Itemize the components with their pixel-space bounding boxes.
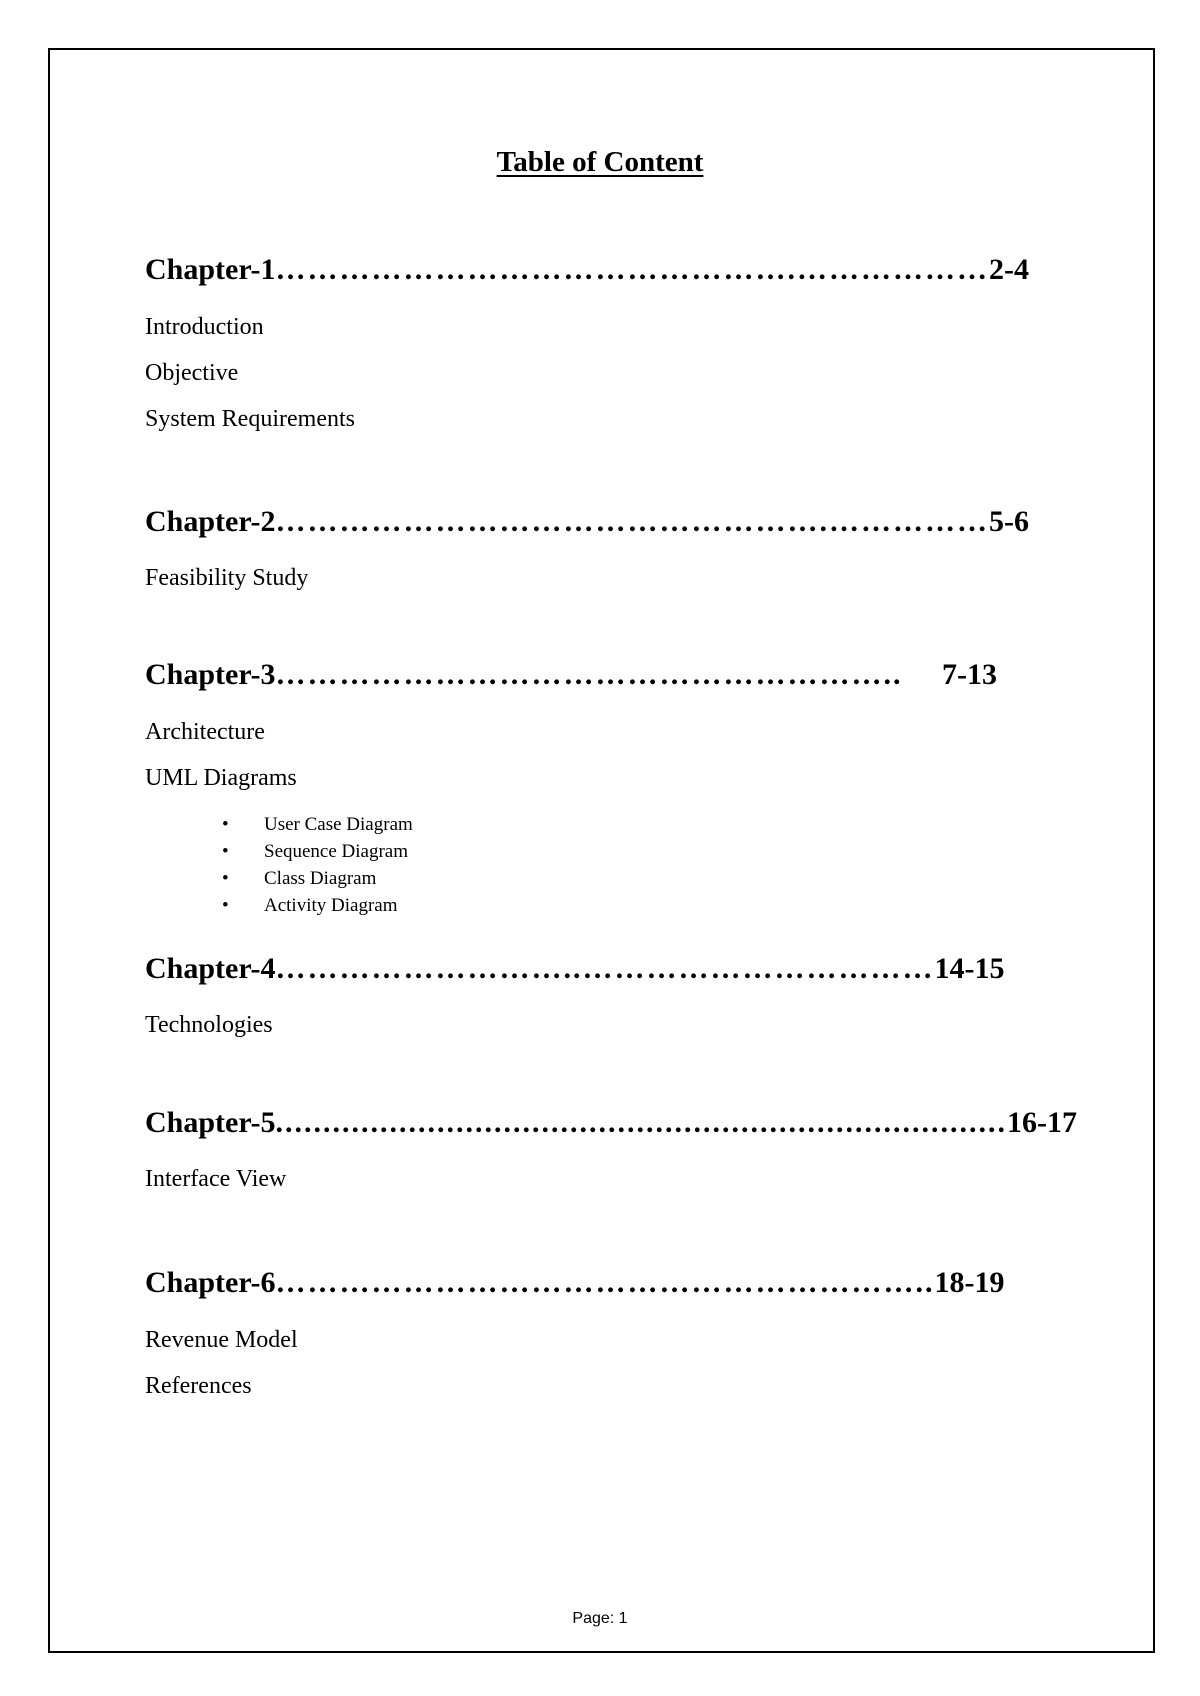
toc-item-uml-diagrams[interactable]: UML Diagrams bbox=[145, 765, 297, 791]
toc-item-architecture[interactable]: Architecture bbox=[145, 719, 265, 745]
chapter-pages: 5-6 bbox=[989, 505, 1030, 538]
toc-item-introduction[interactable]: Introduction bbox=[145, 314, 264, 340]
list-item-label: Class Diagram bbox=[264, 868, 377, 889]
list-item[interactable] bbox=[222, 811, 413, 838]
chapter-name: Chapter-2 bbox=[145, 505, 276, 538]
chapter-5-heading[interactable] bbox=[145, 1103, 1078, 1143]
toc-item-technologies[interactable]: Technologies bbox=[145, 1012, 273, 1038]
bullet-icon: • bbox=[222, 814, 229, 835]
toc-item-revenue-model[interactable]: Revenue Model bbox=[145, 1327, 298, 1353]
chapter-6-heading[interactable] bbox=[145, 1263, 1005, 1303]
dot-leader: ………………………..…………………………… bbox=[275, 952, 935, 985]
dot-leader: …………………………………………….…………… bbox=[275, 505, 990, 538]
bullet-icon: • bbox=[222, 895, 229, 916]
chapter-2-heading[interactable] bbox=[145, 502, 1030, 542]
toc-item-feasibility-study[interactable]: Feasibility Study bbox=[145, 565, 309, 591]
toc-item-objective[interactable]: Objective bbox=[145, 360, 239, 386]
list-item[interactable] bbox=[222, 838, 413, 865]
chapter-pages: 7-13 bbox=[942, 658, 997, 691]
chapter-name: Chapter-3 bbox=[145, 658, 276, 691]
toc-item-system-requirements[interactable]: System Requirements bbox=[145, 406, 355, 432]
uml-diagram-list bbox=[222, 811, 413, 919]
toc-item-references[interactable]: References bbox=[145, 1373, 252, 1399]
chapter-name: Chapter-4 bbox=[145, 952, 276, 985]
list-item[interactable] bbox=[222, 892, 413, 919]
dot-leader: ………………………………………………….. bbox=[275, 658, 903, 691]
toc-item-interface-view[interactable]: Interface View bbox=[145, 1166, 287, 1192]
chapter-name: Chapter-1 bbox=[145, 253, 276, 286]
chapter-name: Chapter-6 bbox=[145, 1266, 276, 1299]
dot-leader: …………………………………………………….. bbox=[275, 1266, 935, 1299]
bullet-icon: • bbox=[222, 841, 229, 862]
page-title: Table of Content bbox=[496, 146, 704, 178]
chapter-pages: 2-4 bbox=[989, 253, 1030, 286]
chapter-name: Chapter-5 bbox=[145, 1106, 276, 1139]
dot-leader: ............................................................................. bbox=[275, 1106, 1008, 1139]
chapter-pages: 18-19 bbox=[934, 1266, 1005, 1299]
chapter-1-heading[interactable] bbox=[145, 250, 1030, 290]
chapter-pages: 14-15 bbox=[934, 952, 1005, 985]
chapter-3-heading[interactable] bbox=[145, 655, 997, 695]
page-number: Page: 1 bbox=[572, 1610, 628, 1627]
list-item[interactable] bbox=[222, 865, 413, 892]
dot-leader: ………………………………………….……………… bbox=[275, 253, 990, 286]
list-item-label: Sequence Diagram bbox=[264, 841, 409, 862]
list-item-label: Activity Diagram bbox=[264, 895, 398, 916]
list-item-label: User Case Diagram bbox=[264, 814, 413, 835]
chapter-4-heading[interactable] bbox=[145, 949, 1005, 989]
chapter-pages: 16-17 bbox=[1007, 1106, 1078, 1139]
bullet-icon: • bbox=[222, 868, 229, 889]
